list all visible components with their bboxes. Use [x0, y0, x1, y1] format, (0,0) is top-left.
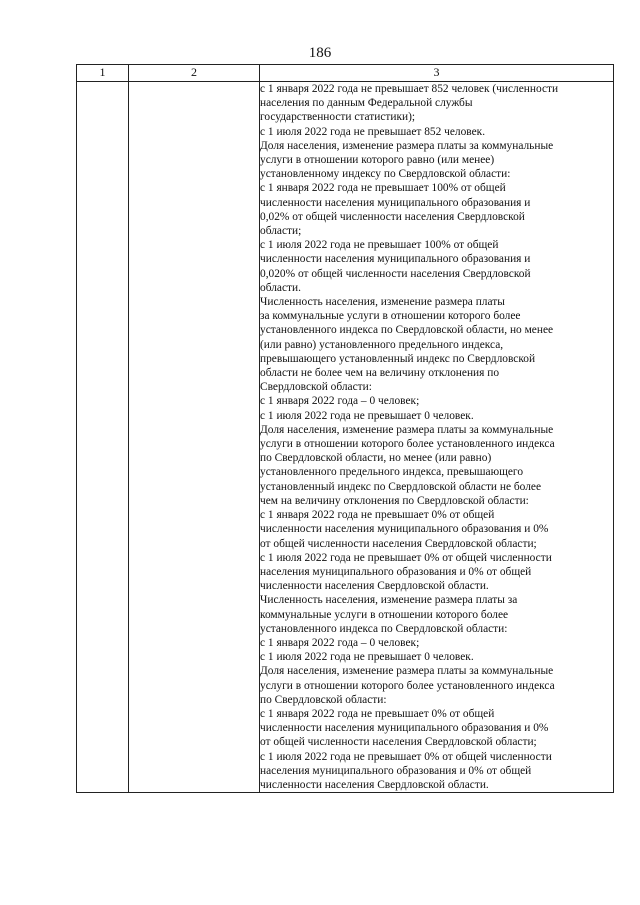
text-line: с 1 января 2022 года не превышает 0% от общей — [260, 509, 495, 522]
text-line: установленному индексу по Свердловской области: — [260, 168, 511, 181]
text-line: Численность населения, изменение размера платы — [260, 296, 505, 309]
text-line: численности населения Свердловской области. — [260, 778, 489, 791]
text-line: 0,020% от общей численности населения Свердловской — [260, 267, 531, 280]
cell-col-3 — [260, 82, 614, 793]
cell-col-1 — [77, 82, 129, 793]
text-line: от общей численности населения Свердловской области; — [260, 537, 537, 550]
text-line: численности населения муниципального образования и 0% — [260, 722, 549, 735]
table-header-row — [77, 65, 614, 82]
text-line: установленного предельного индекса, превышающего — [260, 466, 524, 479]
text-line: превышающего установленный индекс по Свердловской — [260, 352, 536, 365]
text-line: с 1 января 2022 года – 0 человек; — [260, 395, 420, 408]
text-line: области не более чем на величину отклонения по — [260, 367, 500, 380]
column-header-1: 1 — [77, 65, 129, 82]
text-line: коммунальные услуги в отношении которого более — [260, 608, 509, 621]
text-line: с 1 июля 2022 года не превышает 0 человек. — [260, 651, 474, 664]
text-line: установленный индекс по Свердловской области не более — [260, 480, 542, 493]
text-line: услуги в отношении которого более установленного индекса — [260, 679, 555, 692]
text-line: с 1 января 2022 года не превышает 100% от общей — [260, 182, 506, 195]
text-line: с 1 июля 2022 года не превышает 0% от общей численности — [260, 551, 552, 564]
text-line: Доля населения, изменение размера платы за коммунальные — [260, 423, 554, 436]
text-line: Доля населения, изменение размера платы за коммунальные — [260, 139, 554, 152]
text-line: услуги в отношении которого более установленного индекса — [260, 438, 555, 451]
text-line: населения по данным Федеральной службы — [260, 97, 473, 110]
text-line: установленного индекса по Свердловской области, но менее — [260, 324, 554, 337]
text-line: области; — [260, 225, 302, 238]
text-line: (или равно) установленного предельного индекса, — [260, 338, 504, 351]
text-line: населения муниципального образования и 0% от общей — [260, 764, 532, 777]
column-header-2: 2 — [129, 65, 260, 82]
document-table — [76, 64, 614, 793]
cell-col-2 — [129, 82, 260, 793]
text-line: за коммунальные услуги в отношении которого более — [260, 310, 521, 323]
text-line: численности населения муниципального образования и 0% — [260, 523, 549, 536]
table-row — [77, 82, 614, 793]
text-line: численности населения Свердловской области. — [260, 580, 489, 593]
page-number: 186 — [308, 45, 332, 61]
text-line: по Свердловской области, но менее (или равно) — [260, 452, 492, 465]
column-header-3: 3 — [260, 65, 614, 82]
text-line: численности населения муниципального образования и — [260, 253, 531, 266]
text-line: с 1 января 2022 года не превышает 852 человек (численности — [260, 83, 559, 95]
cell-text — [260, 82, 613, 792]
text-line: от общей численности населения Свердловской области; — [260, 736, 537, 749]
text-line: с 1 июля 2022 года не превышает 852 человек. — [260, 125, 486, 138]
text-line: установленного индекса по Свердловской области: — [260, 622, 508, 635]
text-line: с 1 июля 2022 года не превышает 100% от общей — [260, 239, 499, 252]
text-line: с 1 июля 2022 года не превышает 0% от общей численности — [260, 750, 552, 763]
text-line: Доля населения, изменение размера платы за коммунальные — [260, 665, 554, 678]
text-line: 0,02% от общей численности населения Свердловской — [260, 210, 525, 223]
text-line: Свердловской области: — [260, 381, 372, 394]
text-line: Численность населения, изменение размера платы за — [260, 594, 518, 607]
text-line: с 1 января 2022 года – 0 человек; — [260, 636, 420, 649]
text-line: с 1 июля 2022 года не превышает 0 человек. — [260, 409, 474, 422]
text-line: чем на величину отклонения по Свердловской области: — [260, 494, 529, 507]
text-line: по Свердловской области: — [260, 693, 387, 706]
text-line: с 1 января 2022 года не превышает 0% от общей — [260, 707, 495, 720]
text-line: населения муниципального образования и 0% от общей — [260, 565, 532, 578]
text-line: услуги в отношении которого равно (или менее) — [260, 154, 495, 167]
text-line: области. — [260, 281, 301, 294]
text-line: государственности статистики); — [260, 111, 416, 124]
text-line: численности населения муниципального образования и — [260, 196, 531, 209]
